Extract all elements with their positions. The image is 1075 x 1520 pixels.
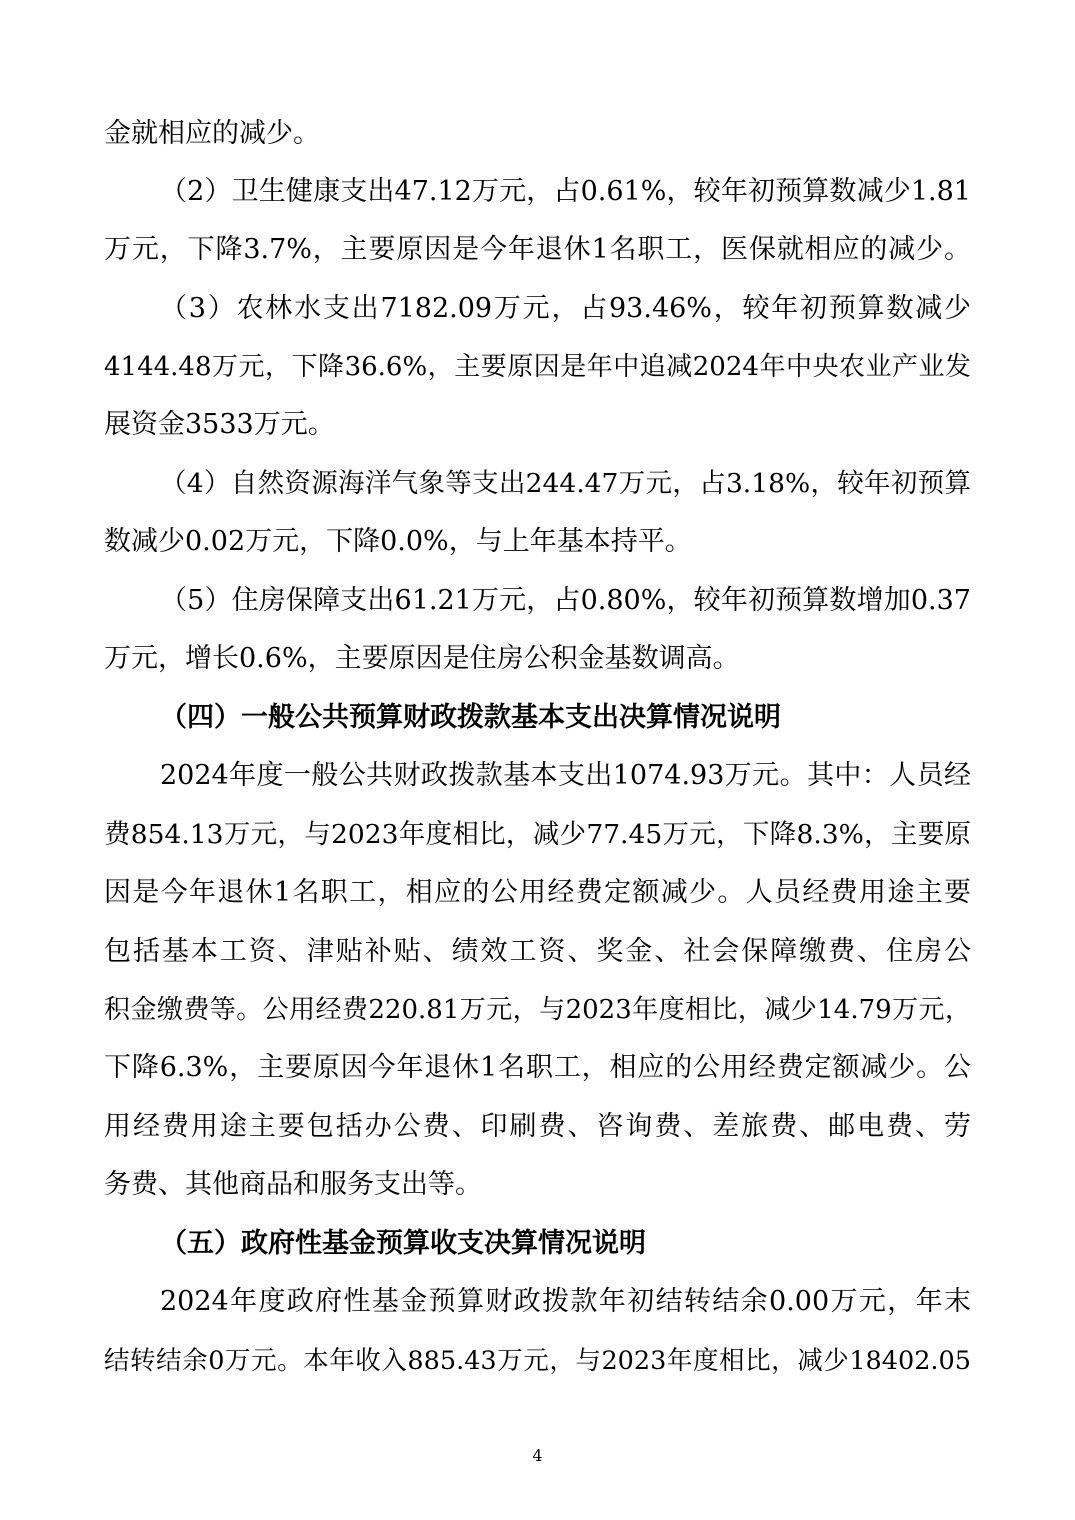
- basic-expenditure-line: 下降6.3%，主要原因今年退休1名职工，相应的公用经费定额减少。公: [104, 1052, 971, 1083]
- agriculture-expenditure-line: 展资金3533万元。: [104, 409, 335, 440]
- basic-expenditure-line: 用经费用途主要包括办公费、印刷费、咨询费、差旅费、邮电费、劳: [104, 1111, 971, 1142]
- section-heading: （四）一般公共预算财政拨款基本支出决算情况说明: [160, 702, 781, 733]
- health-expenditure-line: （2）卫生健康支出47.12万元，占0.61%，较年初预算数减少1.81: [160, 176, 971, 207]
- health-expenditure-line: 万元，下降3.7%，主要原因是今年退休1名职工，医保就相应的减少。: [104, 234, 971, 265]
- basic-expenditure-line: 包括基本工资、津贴补贴、绩效工资、奖金、社会保障缴费、住房公: [104, 936, 971, 967]
- basic-expenditure-line: 务费、其他商品和服务支出等。: [104, 1169, 482, 1200]
- agriculture-expenditure-line: 4144.48万元，下降36.6%，主要原因是年中追减2024年中央农业产业发: [104, 352, 971, 382]
- section-heading: （五）政府性基金预算收支决算情况说明: [160, 1228, 646, 1259]
- natural-resources-expenditure-line: （4）自然资源海洋气象等支出244.47万元，占3.18%，较年初预算: [160, 468, 971, 499]
- housing-expenditure-line: （5）住房保障支出61.21万元，占0.80%，较年初预算数增加0.37: [160, 585, 971, 616]
- natural-resources-expenditure-line: 数减少0.02万元，下降0.0%，与上年基本持平。: [104, 526, 692, 557]
- housing-expenditure-line: 万元，增长0.6%，主要原因是住房公积金基数调高。: [104, 643, 740, 674]
- basic-expenditure-line: 2024年度一般公共财政拨款基本支出1074.93万元。其中：人员经: [160, 760, 971, 791]
- basic-expenditure-line: 积金缴费等。公用经费220.81万元，与2023年度相比，减少14.79万元，: [104, 995, 971, 1025]
- basic-expenditure-line: 因是今年退休1名职工，相应的公用经费定额减少。人员经费用途主要: [104, 877, 971, 908]
- body-line: 金就相应的减少。: [104, 118, 320, 149]
- basic-expenditure-line: 费854.13万元，与2023年度相比，减少77.45万元，下降8.3%，主要原: [104, 819, 971, 850]
- agriculture-expenditure-line: （3）农林水支出7182.09万元，占93.46%，较年初预算数减少: [160, 293, 971, 324]
- page-number: 4: [532, 1446, 543, 1465]
- fund-budget-line: 结转结余0万元。本年收入885.43万元，与2023年度相比，减少18402.05: [104, 1346, 971, 1376]
- fund-budget-line: 2024年度政府性基金预算财政拨款年初结转结余0.00万元，年末: [160, 1286, 971, 1317]
